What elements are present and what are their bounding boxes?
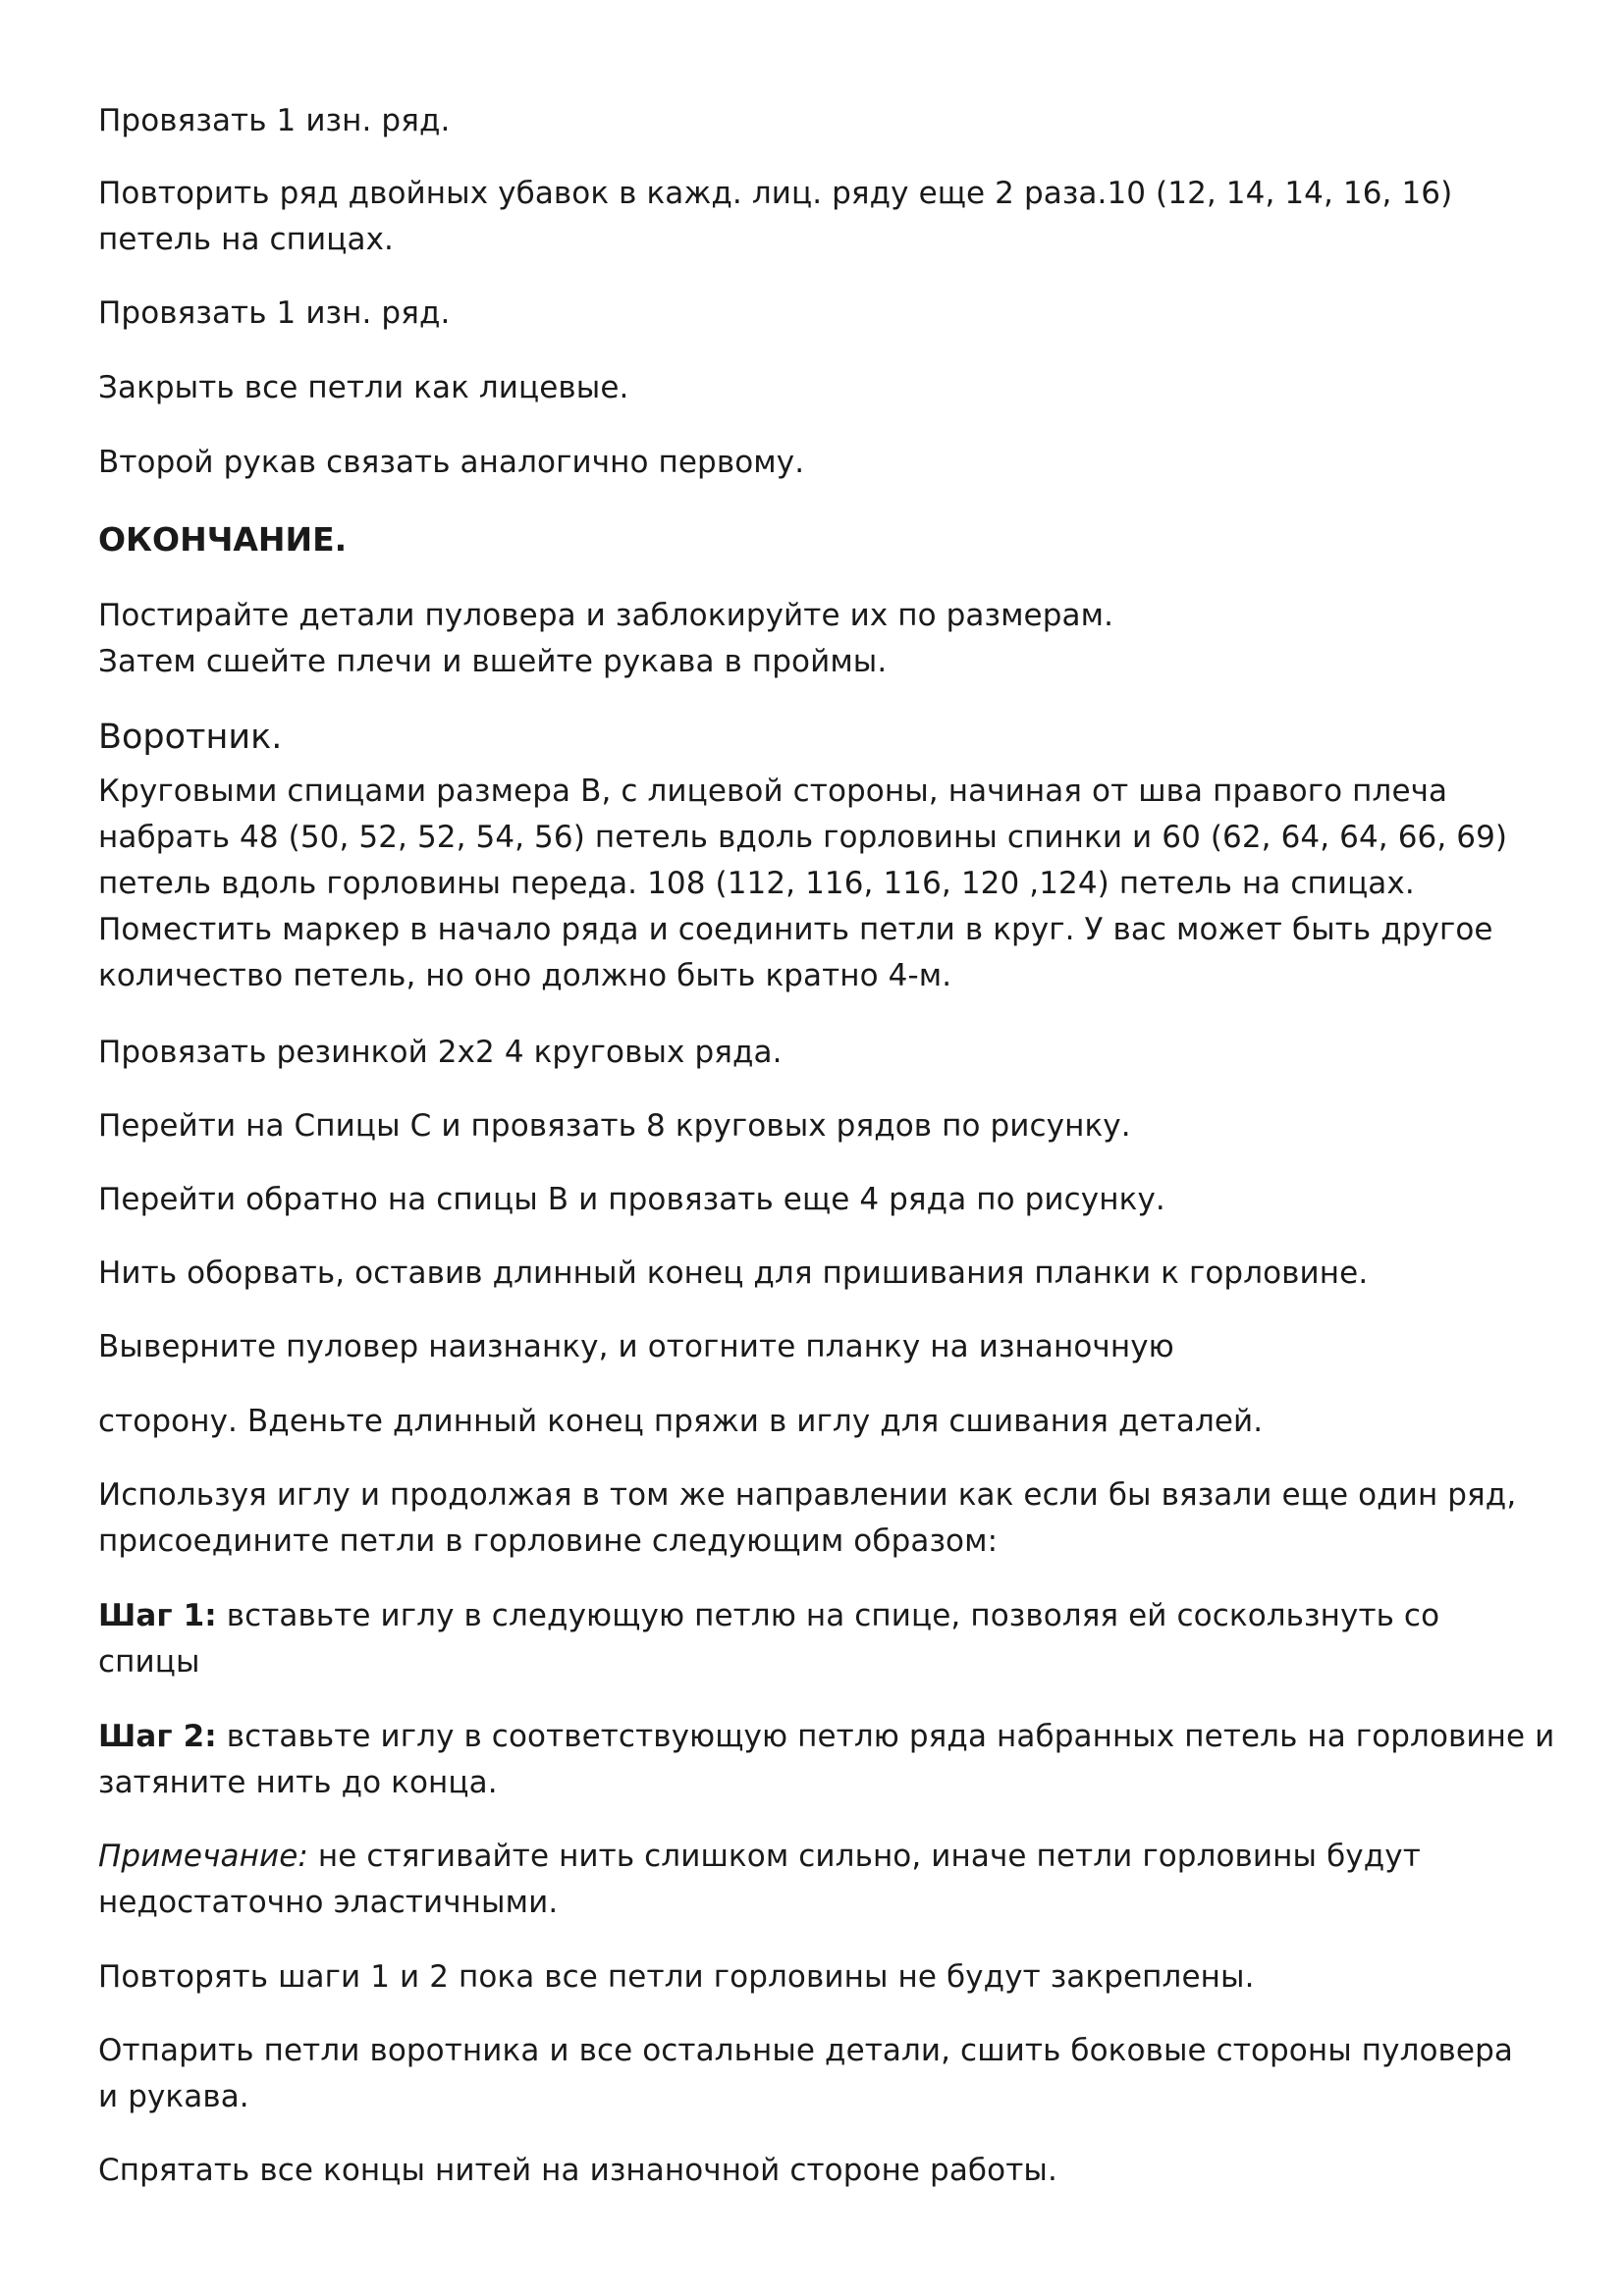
paragraph: Нить оборвать, оставив длинный конец для пришивания планки к горловине.: [98, 1255, 1369, 1291]
paragraph: Спрятать все концы нитей на изнаночной стороне работы.: [98, 2153, 1057, 2188]
subsection-heading: Воротник.: [98, 718, 283, 757]
text-line: петель на спицах.: [98, 222, 394, 257]
paragraph: Перейти на Спицы С и провязать 8 круговых рядов по рисунку.: [98, 1108, 1131, 1144]
paragraph: [98, 1472, 1516, 1565]
paragraph: Провязать резинкой 2х2 4 круговых ряда.: [98, 1035, 783, 1070]
text-line: и рукава.: [98, 2079, 249, 2114]
step-text: вставьте иглу в соответствующую петлю ряда набранных петель на горловине и: [216, 1719, 1555, 1754]
paragraph: [98, 593, 1113, 685]
paragraph: Закрыть все петли как лицевые.: [98, 370, 629, 405]
text-line: Поместить маркер в начало ряда и соединить петли в круг. У вас может быть другое: [98, 912, 1493, 947]
text-line: Затем сшейте плечи и вшейте рукава в проймы.: [98, 644, 888, 679]
text-line: Круговыми спицами размера В, с лицевой стороны, начиная от шва правого плеча: [98, 774, 1448, 809]
text-line: количество петель, но оно должно быть кратно 4-м.: [98, 958, 952, 993]
step-label: Шаг 2:: [98, 1719, 217, 1754]
step-text: затяните нить до конца.: [98, 1765, 498, 1800]
paragraph: Второй рукав связать аналогично первому.: [98, 445, 805, 480]
section-heading: ОКОНЧАНИЕ.: [98, 520, 348, 559]
note-text: недостаточно эластичными.: [98, 1885, 559, 1920]
text-line: петель вдоль горловины переда. 108 (112, 116, 116, 120 ,124) петель на спицах.: [98, 866, 1415, 901]
text-line: Отпарить петли воротника и все остальные детали, сшить боковые стороны пуловера: [98, 2033, 1513, 2068]
text-line: присоедините петли в горловине следующим образом:: [98, 1523, 999, 1559]
text-line: набрать 48 (50, 52, 52, 54, 56) петель вдоль горловины спинки и 60 (62, 64, 64, 66, 69): [98, 820, 1508, 855]
paragraph: [98, 171, 1452, 263]
step-2: [98, 1714, 1554, 1806]
paragraph: [98, 769, 1507, 999]
paragraph: Перейти обратно на спицы В и провязать еще 4 ряда по рисунку.: [98, 1182, 1165, 1217]
paragraph: [98, 2028, 1513, 2120]
text-line: Повторить ряд двойных убавок в кажд. лиц. ряду еще 2 раза.10 (12, 14, 14, 16, 16): [98, 176, 1453, 211]
step-1: [98, 1593, 1439, 1685]
text-line: Постирайте детали пуловера и заблокируйте их по размерам.: [98, 598, 1114, 633]
paragraph: сторону. Вденьте длинный конец пряжи в иглу для сшивания деталей.: [98, 1404, 1264, 1439]
paragraph: Провязать 1 изн. ряд.: [98, 295, 451, 331]
step-label: Шаг 1:: [98, 1598, 217, 1633]
note-text: не стягивайте нить слишком сильно, иначе петли горловины будут: [307, 1839, 1421, 1874]
step-text: вставьте иглу в следующую петлю на спице, позволяя ей соскользнуть со: [216, 1598, 1440, 1633]
step-text: спицы: [98, 1644, 200, 1680]
paragraph: Выверните пуловер наизнанку, и отогните планку на изнаночную: [98, 1329, 1174, 1364]
text-line: Используя иглу и продолжая в том же направлении как если бы вязали еще один ряд,: [98, 1477, 1517, 1513]
paragraph: Провязать 1 изн. ряд.: [98, 103, 451, 138]
paragraph: Повторять шаги 1 и 2 пока все петли горловины не будут закреплены.: [98, 1959, 1255, 1995]
note: [98, 1834, 1421, 1926]
note-label: Примечание:: [98, 1839, 308, 1874]
